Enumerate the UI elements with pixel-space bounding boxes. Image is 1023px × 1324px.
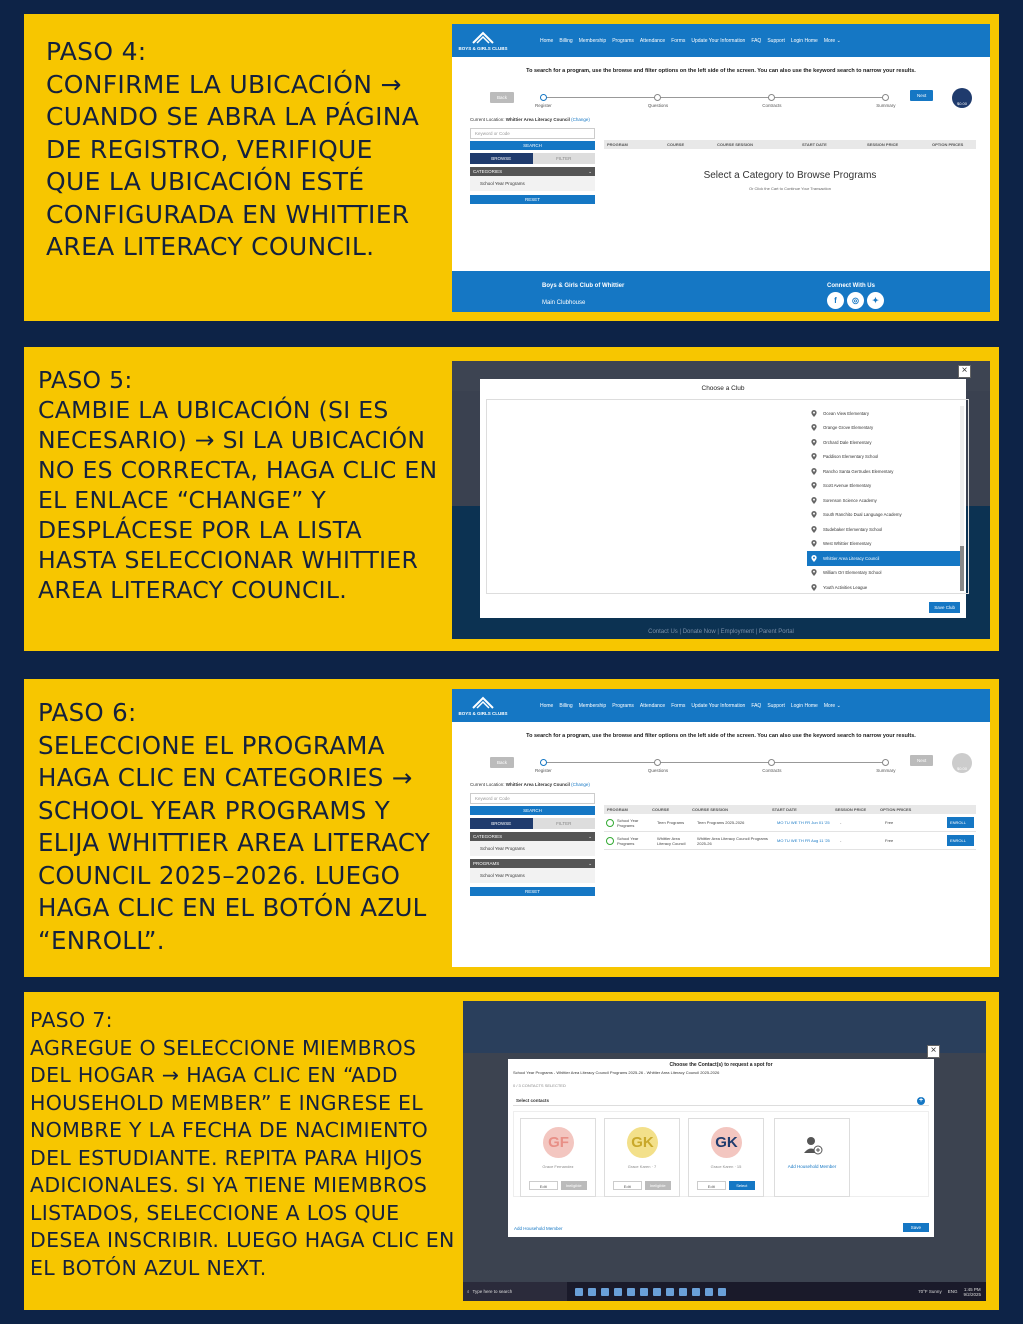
step7-panel — [24, 992, 999, 1310]
col-price: SESSION PRICE — [835, 807, 867, 812]
cart-icon[interactable]: $0.00 — [952, 88, 972, 108]
categories-header[interactable] — [470, 167, 595, 176]
change-location-link[interactable]: (Change) — [571, 117, 590, 122]
reset-button[interactable]: RESET — [470, 887, 595, 896]
contact-cards — [513, 1111, 929, 1197]
step4-heading: PASO 4: — [46, 37, 147, 66]
club-list-item[interactable] — [807, 508, 964, 523]
progress-tracker — [490, 755, 967, 773]
step5-text — [38, 365, 438, 605]
menu-update-info[interactable]: Update Your Information — [691, 702, 746, 709]
club-logo[interactable] — [452, 689, 514, 722]
ineligible-badge: Ineligible — [561, 1181, 588, 1190]
enroll-button[interactable]: ENROLL — [947, 817, 974, 828]
col-course: COURSE — [652, 807, 670, 812]
progress-dot-summary — [882, 759, 889, 766]
progress-label-register: Register — [534, 768, 552, 773]
cell-course: Whittier Area Literacy Council — [657, 835, 686, 846]
browse-sidebar — [470, 793, 595, 896]
taskbar-search-placeholder: Type here to search — [472, 1289, 513, 1294]
facebook-icon[interactable]: f — [827, 292, 844, 309]
chevron-down-icon: ⌄ — [588, 834, 592, 839]
club-name: Orchard Dale Elementary — [823, 439, 872, 445]
instagram-icon[interactable]: ◎ — [847, 292, 864, 309]
app-icon[interactable] — [679, 1288, 687, 1296]
table-header — [604, 140, 976, 149]
menu-home[interactable]: Home — [540, 37, 554, 44]
top-nav — [452, 24, 990, 57]
browse-filter-tabs — [470, 818, 595, 829]
map-pin-icon — [811, 584, 817, 591]
map-pin-icon — [811, 468, 817, 475]
menu-membership[interactable]: Membership — [578, 37, 607, 44]
menu-login-home[interactable]: Login Home — [790, 702, 818, 709]
cell-program: School Year Programs — [617, 835, 639, 846]
progress-tracker — [490, 90, 967, 108]
results-table — [604, 140, 976, 149]
twitter-icon[interactable]: ✦ — [867, 292, 884, 309]
app-icon[interactable] — [601, 1288, 609, 1296]
date-text: 9/2/2025 — [963, 1291, 981, 1297]
step6-heading: PASO 6: — [38, 698, 137, 727]
browse-filter-tabs — [470, 153, 595, 164]
clock[interactable] — [963, 1287, 981, 1297]
step4-panel — [24, 14, 999, 321]
cell-course: Teen Programs — [657, 820, 685, 825]
dimmed-nav — [463, 1001, 986, 1053]
club-name: Whittier Area Literacy Council — [823, 555, 880, 561]
club-list-item[interactable] — [807, 435, 964, 450]
reset-button[interactable]: RESET — [470, 195, 595, 204]
map-pin-icon — [811, 555, 817, 562]
club-name: South Ranchito Dual Language Academy — [823, 512, 902, 518]
avatar: GK — [711, 1127, 742, 1158]
club-name: West Whittier Elementary — [823, 541, 872, 547]
map-pin-icon — [811, 497, 817, 504]
map-pin-icon — [811, 526, 817, 533]
club-name: Scott Avenue Elementary — [823, 483, 872, 489]
step5-panel — [24, 347, 999, 651]
tab-filter[interactable]: FILTER — [533, 818, 596, 829]
app-icon[interactable] — [692, 1288, 700, 1296]
progress-label-register: Register — [534, 103, 552, 108]
results-table — [604, 805, 976, 850]
contact-actions — [529, 1181, 587, 1190]
empty-state-subtitle: Or Click the Cart to Continue Your Transaction — [748, 186, 832, 191]
add-household-label: Add Household Member — [787, 1164, 837, 1169]
col-course: COURSE — [667, 142, 685, 147]
app-icon[interactable] — [718, 1288, 726, 1296]
col-program: PROGRAM — [607, 142, 628, 147]
club-name: Orange Grove Elementary — [823, 425, 874, 431]
dialog-subtitle: School Year Programs - Whittier Area Literacy Council Programs 2025-26 - Whittier Area Literacy Council 2025-2026 — [513, 1070, 720, 1075]
windows-taskbar — [463, 1282, 986, 1301]
menu-forms[interactable]: Forms — [671, 37, 686, 44]
next-button[interactable]: Next — [910, 90, 933, 101]
col-session: COURSE SESSION — [692, 807, 729, 812]
current-location — [470, 117, 590, 122]
site-footer — [452, 271, 990, 312]
menu-support[interactable]: Support — [767, 702, 785, 709]
col-start: START DATE — [802, 142, 827, 147]
progress-line — [540, 97, 885, 98]
program-school-year[interactable]: School Year Programs — [470, 868, 595, 883]
progress-label-summary: Summary — [876, 768, 896, 773]
step5-screenshot — [452, 361, 990, 639]
add-household-card[interactable] — [774, 1118, 850, 1197]
back-button[interactable]: Back — [490, 757, 514, 768]
cell-price: - — [840, 838, 842, 843]
taskbar-apps — [575, 1288, 726, 1296]
tab-filter[interactable]: FILTER — [533, 153, 596, 164]
map-pin-icon — [811, 482, 817, 489]
contact-actions — [697, 1181, 755, 1190]
map-pin-icon — [811, 511, 817, 518]
select-contact-button[interactable]: Select — [729, 1181, 756, 1190]
cell-option: Free — [885, 820, 894, 825]
progress-dot-register — [540, 94, 547, 101]
club-list-item[interactable] — [807, 450, 964, 465]
contact-name: Grace Karen · 15 — [710, 1164, 742, 1169]
close-icon[interactable]: × — [927, 1045, 940, 1058]
avatar: GF — [543, 1127, 574, 1158]
ineligible-badge: Ineligible — [645, 1181, 672, 1190]
search-icon: ⌕ — [467, 1289, 470, 1294]
save-button[interactable]: Save — [903, 1223, 929, 1232]
col-session: COURSE SESSION — [717, 142, 754, 147]
map-pin-icon — [811, 453, 817, 460]
step4-body: CONFIRME LA UBICACIÓN → CUANDO SE ABRA LA PÁGINA DE REGISTRO, VERIFIQUE QUE LA UBICACIÓN ESTÉ CONFIGURADA EN WHITTIER AREA LITERACY COUNCIL. — [46, 69, 420, 261]
tab-browse[interactable]: BROWSE — [470, 818, 533, 829]
taskbar-search[interactable] — [463, 1282, 567, 1301]
club-list-item[interactable] — [807, 479, 964, 494]
map-pin-icon — [811, 410, 817, 417]
app-icon[interactable] — [588, 1288, 596, 1296]
add-circle-icon[interactable] — [606, 837, 614, 845]
progress-label-contracts: Contracts — [762, 768, 782, 773]
club-name: William Orr Elementary School — [823, 570, 882, 576]
cell-program: School Year Programs — [617, 817, 639, 828]
menu-billing[interactable]: Billing — [559, 37, 573, 44]
footer-links: Contact Us | Donate Now | Employment | Parent Portal — [648, 629, 794, 635]
choose-contacts-dialog — [508, 1045, 937, 1237]
menu-attendance[interactable]: Attendance — [639, 702, 666, 709]
location-value: Whittier Area Literacy Council — [505, 782, 570, 787]
table-row[interactable] — [604, 814, 976, 832]
menu-faq[interactable]: FAQ — [751, 37, 762, 44]
menu-programs[interactable]: Programs — [612, 37, 634, 44]
change-location-link[interactable]: (Change) — [571, 782, 590, 787]
location-label: Current Location: — [470, 782, 505, 787]
logo-icon — [471, 31, 495, 45]
edit-contact-button[interactable]: Edit — [613, 1181, 642, 1190]
table-header — [604, 805, 976, 814]
club-list-item[interactable] — [807, 421, 964, 436]
edit-contact-button[interactable]: Edit — [529, 1181, 558, 1190]
menu-membership[interactable]: Membership — [578, 702, 607, 709]
footer-connect: Connect With Us — [827, 283, 875, 289]
add-household-link[interactable]: Add Household Member — [514, 1226, 563, 1231]
back-button[interactable]: Back — [490, 92, 514, 103]
time-text: 1:45 PM — [963, 1286, 981, 1292]
system-tray — [918, 1287, 981, 1297]
map-pin-icon — [811, 424, 817, 431]
next-button[interactable]: Next — [910, 755, 933, 766]
app-icon[interactable] — [640, 1288, 648, 1296]
cell-session: Whittier Area Literacy Council Programs 2025-26 — [697, 835, 768, 846]
club-list-item[interactable] — [807, 464, 964, 479]
search-instructions: To search for a program, use the browse and filter options on the left side of the screen. You can also use the keyword search to narrow your results. — [526, 68, 916, 74]
app-icon[interactable] — [653, 1288, 661, 1296]
step7-body: AGREGUE O SELECCIONE MIEMBROS DEL HOGAR → HAGA CLIC EN “ADD HOUSEHOLD MEMBER” E INGRESE EL NOMBRE Y LA FECHA DE NACIMIENTO DEL ESTUDIANTE. REPITA PARA HIJOS ADICIONALES. SI YA TIENE MIEMBROS LISTADOS, SELECCIONE A LOS QUE DESEA INSCRIBIR. LUEGO HAGA CLIC EN EL BOTÓN AZUL NEXT. — [30, 1035, 455, 1280]
contact-card[interactable] — [604, 1118, 680, 1197]
club-list-box — [486, 399, 969, 594]
contact-card[interactable] — [520, 1118, 596, 1197]
menu-attendance[interactable]: Attendance — [639, 37, 666, 44]
save-club-button[interactable]: Save Club — [929, 602, 960, 613]
scrollbar[interactable] — [960, 406, 964, 588]
club-list — [807, 406, 964, 595]
map-pin-icon — [811, 439, 817, 446]
col-options: OPTION PRICES — [932, 142, 964, 147]
lang-text[interactable]: ENG — [947, 1289, 958, 1294]
contacts-count: 0 / 3 CONTACTS SELECTED — [513, 1083, 566, 1088]
club-name: Ocean View Elementary — [823, 410, 870, 416]
club-list-item[interactable] — [807, 406, 964, 421]
footer-title: Boys & Girls Club of Whittier — [542, 283, 625, 289]
search-instructions: To search for a program, use the browse and filter options on the left side of the screen. You can also use the keyword search to narrow your results. — [526, 733, 916, 739]
browse-sidebar — [470, 128, 595, 204]
avatar: GK — [627, 1127, 658, 1158]
top-nav — [452, 689, 990, 722]
col-program: PROGRAM — [607, 807, 628, 812]
cell-start: MO TU WE TH FR Aug 11 '25 — [777, 838, 830, 843]
step6-panel — [24, 679, 999, 977]
club-list-item[interactable] — [807, 551, 964, 566]
keyword-search-input[interactable]: Keyword or Code — [470, 128, 595, 139]
club-list-item[interactable] — [807, 493, 964, 508]
progress-dot-register — [540, 759, 547, 766]
col-start: START DATE — [772, 807, 797, 812]
menu-programs[interactable]: Programs — [612, 702, 634, 709]
cell-price: - — [840, 820, 842, 825]
app-icon[interactable] — [575, 1288, 583, 1296]
menu-login-home[interactable]: Login Home — [790, 37, 818, 44]
club-name: Studebaker Elementary School — [823, 526, 883, 532]
step6-text — [38, 697, 438, 957]
progress-label-contracts: Contracts — [762, 103, 782, 108]
club-list-item[interactable] — [807, 580, 964, 595]
edit-contact-button[interactable]: Edit — [697, 1181, 726, 1190]
contact-name: Grace Karen · 7 — [627, 1164, 657, 1169]
app-icon[interactable] — [705, 1288, 713, 1296]
dialog-title: Choose the Contact(s) to request a spot for — [669, 1062, 773, 1068]
club-name: Sorenson Science Academy — [823, 497, 877, 503]
current-location — [470, 782, 590, 787]
progress-line — [540, 762, 885, 763]
logo-text: BOYS & GIRLS CLUBS — [458, 710, 508, 716]
empty-state-title: Select a Category to Browse Programs — [703, 170, 877, 181]
programs-header[interactable] — [470, 859, 595, 868]
menu-home[interactable]: Home — [540, 702, 554, 709]
progress-dot-summary — [882, 94, 889, 101]
progress-dot-questions — [654, 759, 661, 766]
tab-browse[interactable]: BROWSE — [470, 153, 533, 164]
weather-text[interactable]: 70°F Sunny — [918, 1289, 942, 1294]
main-menu — [540, 38, 841, 44]
step7-heading: PASO 7: — [30, 1008, 113, 1032]
logo-text: BOYS & GIRLS CLUBS — [458, 45, 508, 51]
step4-screenshot — [452, 24, 990, 312]
club-name: Youth Activities League — [823, 584, 868, 590]
select-contacts-label: Select contacts — [516, 1098, 550, 1103]
menu-forms[interactable]: Forms — [671, 702, 686, 709]
location-label: Current Location: — [470, 117, 505, 122]
menu-more[interactable]: More ⌄ — [823, 37, 841, 44]
col-price: SESSION PRICE — [867, 142, 899, 147]
programs-label: PROGRAMS — [473, 861, 500, 866]
step6-screenshot — [452, 689, 990, 967]
step7-screenshot — [463, 1001, 986, 1301]
location-value: Whittier Area Literacy Council — [505, 117, 570, 122]
plus-icon[interactable]: + — [918, 1097, 924, 1104]
contact-actions — [613, 1181, 671, 1190]
footer-clubhouse: Main Clubhouse — [542, 300, 586, 306]
step4-text — [46, 36, 426, 264]
contact-card[interactable] — [688, 1118, 764, 1197]
enroll-button[interactable]: ENROLL — [947, 835, 974, 846]
choose-club-dialog — [480, 365, 968, 618]
map-pin-icon — [811, 540, 817, 547]
progress-label-questions: Questions — [647, 103, 669, 108]
progress-dot-contracts — [768, 759, 775, 766]
chevron-down-icon: ⌄ — [588, 861, 592, 866]
menu-update-info[interactable]: Update Your Information — [691, 37, 746, 44]
step7-text — [30, 1007, 460, 1282]
club-list-item[interactable] — [807, 537, 964, 552]
category-school-year[interactable]: School Year Programs — [470, 841, 595, 856]
close-icon[interactable]: × — [958, 365, 971, 378]
cart-icon[interactable]: $0.00 — [952, 753, 972, 773]
cell-start: MO TU WE TH FR Jun 01 '25 — [777, 820, 830, 825]
step6-body: SELECCIONE EL PROGRAMA HAGA CLIC EN CATEGORIES → SCHOOL YEAR PROGRAMS Y ELIJA WHITTIER AREA LITERACY COUNCIL 2025–2026. LUEGO HAGA CLIC EN EL BOTÓN AZUL “ENROLL”. — [38, 730, 431, 955]
col-options: OPTION PRICES — [880, 807, 912, 812]
logo-icon — [471, 696, 495, 710]
club-list-item[interactable] — [807, 522, 964, 537]
step5-body: CAMBIE LA UBICACIÓN (SI ES NECESARIO) → SI LA UBICACIÓN NO ES CORRECTA, HAGA CLIC EN EL ENLACE “CHANGE” Y DESPLÁCESE POR LA LISTA HASTA SELECCIONAR WHITTIER AREA LITERACY COUNCIL. — [38, 396, 438, 604]
progress-label-summary: Summary — [876, 103, 896, 108]
add-circle-icon[interactable] — [606, 819, 614, 827]
progress-dot-questions — [654, 94, 661, 101]
club-name: Paddison Elementary School — [823, 454, 879, 460]
category-school-year[interactable]: School Year Programs — [470, 176, 595, 191]
app-icon[interactable] — [627, 1288, 635, 1296]
step5-heading: PASO 5: — [38, 366, 133, 394]
club-logo[interactable] — [452, 24, 514, 57]
cell-option: Free — [885, 838, 894, 843]
main-menu — [540, 703, 841, 709]
search-button[interactable]: SEARCH — [470, 806, 595, 815]
categories-label: CATEGORIES — [473, 834, 503, 839]
table-row[interactable] — [604, 832, 976, 850]
app-icon[interactable] — [614, 1288, 622, 1296]
categories-label: CATEGORIES — [473, 169, 503, 174]
select-contacts-header — [513, 1096, 929, 1106]
menu-billing[interactable]: Billing — [559, 702, 573, 709]
add-user-icon — [803, 1135, 823, 1155]
club-name: Rancho Santa Gertrudes Elementary — [823, 468, 894, 474]
cell-session: Teen Programs 2025-2026 — [697, 820, 745, 825]
categories-header[interactable] — [470, 832, 595, 841]
progress-label-questions: Questions — [647, 768, 669, 773]
club-list-item[interactable] — [807, 566, 964, 581]
keyword-search-input[interactable]: Keyword or Code — [470, 793, 595, 804]
menu-support[interactable]: Support — [767, 37, 785, 44]
dialog-title: Choose a Club — [701, 385, 745, 392]
scrollbar-thumb[interactable] — [960, 546, 964, 591]
progress-dot-contracts — [768, 94, 775, 101]
chevron-down-icon: ⌄ — [588, 169, 592, 174]
map-pin-icon — [811, 569, 817, 576]
menu-faq[interactable]: FAQ — [751, 702, 762, 709]
app-icon[interactable] — [666, 1288, 674, 1296]
search-button[interactable]: SEARCH — [470, 141, 595, 150]
contact-name: Grace Fernandez — [542, 1164, 574, 1169]
menu-more[interactable]: More ⌄ — [823, 702, 841, 709]
social-links — [827, 292, 884, 309]
